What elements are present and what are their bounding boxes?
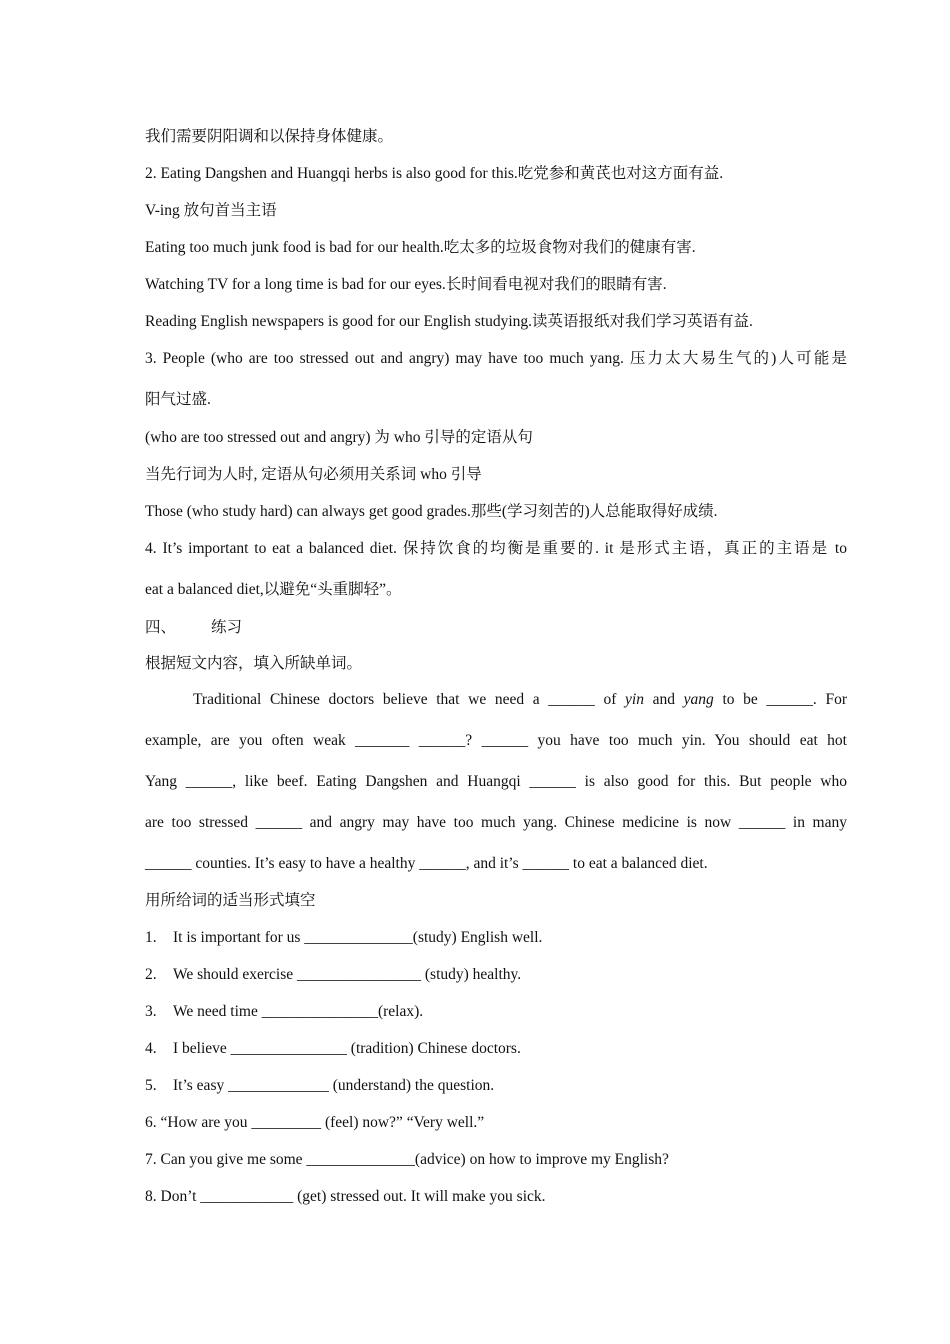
section-number: 四、 — [145, 619, 177, 636]
question-item — [145, 965, 847, 985]
question-item: 8. Don’t ____________ (get) stressed out. It will make you sick. — [145, 1188, 546, 1205]
cloze-paragraph-line: ______ counties. It’s easy to have a healthy ______, and it’s ______ to eat a balanced diet. — [145, 855, 708, 872]
question-item — [145, 928, 847, 948]
question-number: 2. — [145, 966, 157, 983]
note-line: Watching TV for a long time is bad for our eyes.长时间看电视对我们的眼睛有害. — [145, 276, 667, 293]
question-text: We should exercise ________________ (study) healthy. — [173, 966, 522, 983]
cloze-paragraph-line: Yang ______, like beef. Eating Dangshen and Huangqi ______ is also good for this. But people who — [145, 773, 847, 790]
note-line: 2. Eating Dangshen and Huangqi herbs is also good for this.吃党参和黄芪也对这方面有益. — [145, 165, 724, 182]
note-line: 阳气过盛. — [145, 391, 211, 408]
question-item: 7. Can you give me some ______________(advice) on how to improve my English? — [145, 1151, 669, 1168]
exercise-instruction: 根据短文内容，填入所缺单词。 — [145, 655, 363, 672]
note-line: 3. People (who are too stressed out and angry) may have too much yang. 压力太大易生气的)人可能是 — [145, 350, 847, 367]
note-line: 我们需要阴阳调和以保持身体健康。 — [145, 128, 394, 145]
question-number: 1. — [145, 929, 157, 946]
note-line: eat a balanced diet,以避免“头重脚轻”。 — [145, 581, 402, 598]
question-item: 6. “How are you _________ (feel) now?” “Very well.” — [145, 1114, 485, 1131]
note-line: Those (who study hard) can always get good grades.那些(学习刻苦的)人总能取得好成绩. — [145, 503, 718, 520]
question-text: It’s easy _____________ (understand) the question. — [173, 1077, 495, 1094]
section-title: 练习 — [211, 619, 243, 636]
question-item — [145, 1076, 847, 1096]
question-number: 3. — [145, 1003, 157, 1020]
note-line: Reading English newspapers is good for our English studying.读英语报纸对我们学习英语有益. — [145, 313, 753, 330]
exercise-instruction: 用所给词的适当形式填空 — [145, 892, 316, 909]
note-line: V-ing 放句首当主语 — [145, 202, 277, 219]
note-line: (who are too stressed out and angry) 为 who 引导的定语从句 — [145, 429, 533, 446]
note-line: 4. It’s important to eat a balanced diet. 保持饮食的均衡是重要的. it 是形式主语，真正的主语是 to — [145, 540, 847, 557]
italic-term: yang — [683, 691, 714, 708]
italic-term: yin — [625, 691, 644, 708]
question-text: It is important for us ______________(study) English well. — [173, 929, 543, 946]
section-heading — [145, 618, 847, 638]
question-text: I believe _______________ (tradition) Chinese doctors. — [173, 1040, 521, 1057]
note-line: 当先行词为人时, 定语从句必须用关系词 who 引导 — [145, 466, 482, 483]
question-number: 4. — [145, 1040, 157, 1057]
question-item — [145, 1039, 847, 1059]
question-text: We need time _______________(relax). — [173, 1003, 424, 1020]
question-item — [145, 1002, 847, 1022]
question-number: 5. — [145, 1077, 157, 1094]
cloze-paragraph-line: example, are you often weak _______ ______? ______ you have too much yin. You should eat hot — [145, 732, 847, 749]
cloze-paragraph-line: are too stressed ______ and angry may have too much yang. Chinese medicine is now ______ in many — [145, 814, 847, 831]
note-line: Eating too much junk food is bad for our health.吃太多的垃圾食物对我们的健康有害. — [145, 239, 696, 256]
cloze-paragraph-line: Traditional Chinese doctors believe that we need a ______ of yin and yang to be ______. For — [193, 691, 847, 708]
